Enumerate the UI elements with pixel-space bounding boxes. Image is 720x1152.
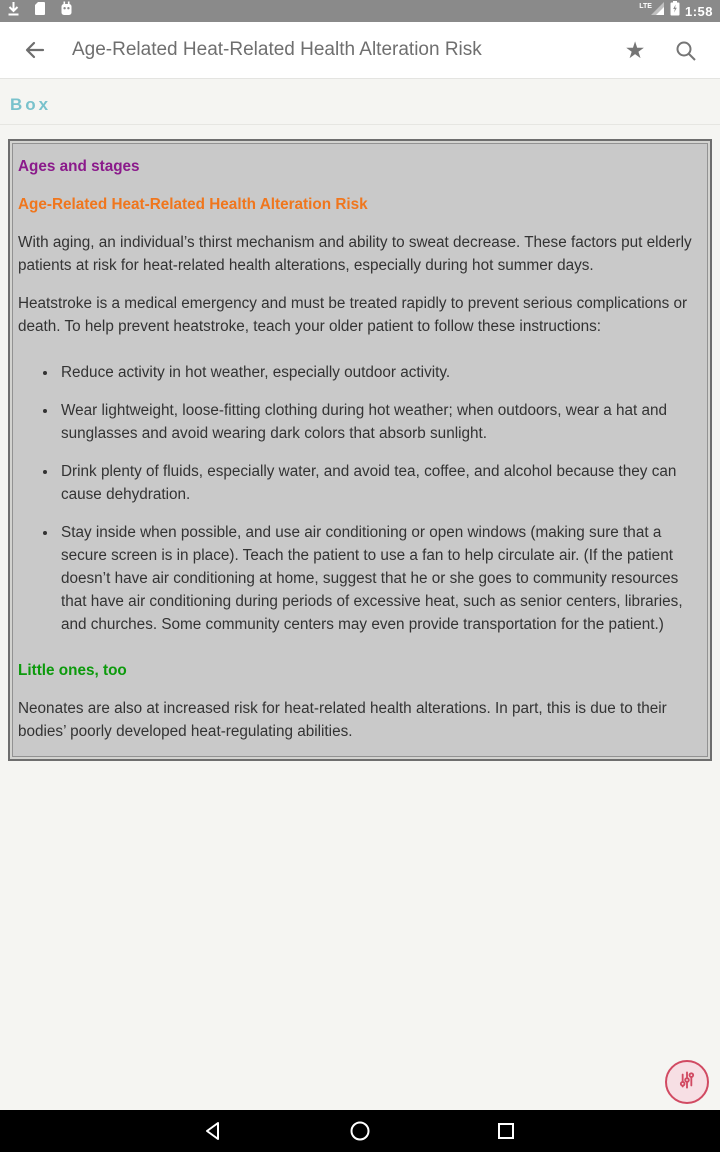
paragraph-heatstroke: Heatstroke is a medical emergency and must be treated rapidly to prevent serious complications or death. To help prevent heatstroke, teach your older patient to follow these instructions:	[18, 295, 688, 335]
status-bar	[0, 0, 720, 22]
paragraph-aging: With aging, an individual’s thirst mechanism and ability to sweat decrease. These factors put elderly patients at risk for heat-related health alterations, especially during hot summer days.	[18, 234, 692, 274]
signal-icon	[650, 1, 665, 21]
list-item: • Stay inside when possible, and use air conditioning or open windows (making sure that a secure screen is in place). Teach the patient to use a fan to help circulate air. (If the patient doesn’t have air conditioning at home, suggest that he or she goes to community resources that have air conditioning during periods of excessive heat, such as senior centers, libraries, and churches. Some community centers may even provide transportation for the patient.)	[58, 521, 702, 636]
android-nav-bar	[0, 1110, 720, 1152]
app-bar-actions	[622, 37, 698, 63]
app-bar	[0, 22, 720, 79]
star-glyph: ★	[624, 36, 646, 63]
nav-recents-button[interactable]	[489, 1114, 523, 1148]
network-type-label: LTE	[639, 3, 652, 10]
back-arrow-icon[interactable]	[22, 37, 48, 63]
nav-home-button[interactable]	[343, 1114, 377, 1148]
section-divider	[0, 124, 720, 125]
download-icon	[7, 1, 20, 21]
battery-charging-icon	[670, 1, 680, 21]
status-bar-left	[7, 1, 73, 21]
tune-fab-button[interactable]	[665, 1060, 709, 1104]
list-item: • Reduce activity in hot weather, especially outdoor activity.	[58, 361, 702, 384]
status-bar-right	[639, 1, 713, 21]
search-icon[interactable]	[672, 37, 698, 63]
clock: 1:58	[684, 3, 713, 19]
usb-icon	[60, 1, 73, 21]
list-item: • Wear lightweight, loose-fitting clothing during hot weather; when outdoors, wear a hat and sunglasses and avoid wearing dark colors that absorb sunlight.	[58, 399, 702, 445]
tune-sliders-icon	[674, 1067, 700, 1098]
nav-back-button[interactable]	[197, 1114, 231, 1148]
box-heading-risk-title: Age-Related Heat-Related Health Alteration Risk	[18, 196, 368, 213]
info-box	[8, 139, 712, 761]
box-heading-ages-and-stages: Ages and stages	[18, 158, 140, 175]
star-icon[interactable]	[622, 37, 648, 63]
box-heading-little-ones: Little ones, too	[18, 662, 127, 679]
section-title: Box	[10, 95, 52, 114]
paragraph-neonates: Neonates are also at increased risk for heat-related health alterations. In part, this is due to their bodies’ poorly developed heat-regulating abilities.	[18, 700, 667, 740]
sdcard-icon	[34, 1, 46, 21]
list-item: • Drink plenty of fluids, especially water, and avoid tea, coffee, and alcohol because they can cause dehydration.	[58, 460, 702, 506]
instruction-list	[18, 361, 702, 636]
content-area	[0, 80, 720, 1110]
page-title: Age-Related Heat-Related Health Alteration Risk	[72, 39, 482, 60]
